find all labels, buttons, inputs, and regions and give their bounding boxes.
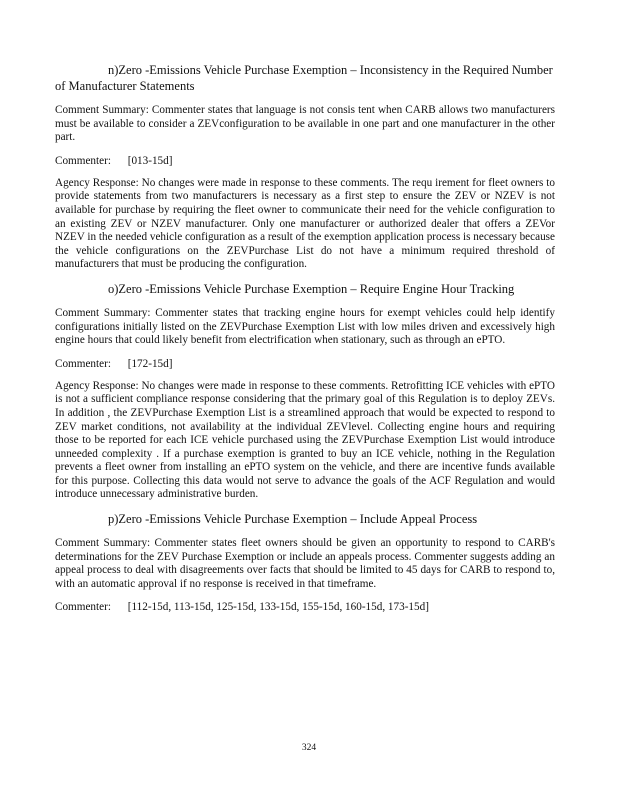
section-o — [55, 281, 555, 502]
commenter-label: Commenter: — [55, 601, 111, 614]
section-heading: o)Zero -Emissions Vehicle Purchase Exemption – Require Engine Hour Tracking — [108, 281, 515, 296]
comment-summary: Comment Summary: Commenter states fleet owners should be given an opportunity to respond to CARB's determinations for the ZEV Purchase Exemption or include an appeals process. Commenter suggests adding an appeal process to deal with disagreements over facts that should be limited to 45 days for CARB to respond to, with an automatic approval if no response is received in that timeframe. — [55, 537, 555, 590]
section-heading: p)Zero -Emissions Vehicle Purchase Exemption – Include Appeal Process — [108, 512, 478, 527]
agency-response: Agency Response: No changes were made in response to these comments. Retrofitting ICE vehicles with ePTO is not a sufficient compliance response considering that the primary goal of this Regulation is to deploy ZEVs. In addition , the ZEVPurchase Exemption List is a streamlined approach that would be expected to respond to ZEV market conditions, not availability at the individual ZEVlevel. Collecting engine hours and requiring those to be reported for each ICE vehicle purchased using the ZEVPurchase Exemption List would introduce unneeded complexity . If a purchase exemption is granted to buy an ICE vehicle, nothing in the Regulation prevents a fleet owner from installing an ePTO system on the vehicle, and there are incentive funds available for this purpose. Collecting this data would not serve to advance the goals of the ACF Regulation and would introduce unnecessary administrative burden. — [55, 379, 555, 501]
commenter-line — [55, 357, 555, 371]
section-n — [55, 62, 555, 272]
comment-summary: Comment Summary: Commenter states that language is not consis tent when CARB allows two manufacturers must be available to consider a ZEVconfiguration to be available in one part and one manufacturer in the other part. — [55, 104, 555, 144]
agency-response: Agency Response: No changes were made in response to these comments. The requ irement for fleet owners to provide statements from two manufacturers is necessary as a first step to ensure the ZEV or NZEV is not available for purchase by requiring the fleet owner to communicate their need for the vehicle configuration to an existing ZEV or NZEV manufacturer. Only one manufacturer or authorized dealer that offers a ZEVor NZEV in the needed vehicle configuration as a result of the exemption application process is necessary because the vehicle configurations on the ZEVPurchase List do not have a minimum required threshold of manufacturers that must be producing the configuration. — [55, 176, 555, 271]
commenter-label: Commenter: — [55, 154, 111, 167]
comment-summary: Comment Summary: Commenter states that tracking engine hours for exempt vehicles could help identify configurations initially listed on the ZEVPurchase Exemption List with low miles driven and excessively high engine hours that could likely benefit from electrification when stationary, such as through an ePTO. — [55, 306, 555, 347]
page-content — [55, 62, 555, 623]
commenter-line — [55, 600, 555, 614]
commenter-label: Commenter: — [55, 357, 111, 370]
commenter-refs: [112-15d, 113-15d, 125-15d, 133-15d, 155-15d, 160-15d, 173-15d] — [127, 601, 429, 614]
commenter-refs: [013-15d] — [127, 154, 173, 167]
commenter-line — [55, 154, 555, 168]
commenter-refs: [172-15d] — [127, 357, 173, 370]
page-number: 324 — [301, 743, 317, 753]
section-p — [55, 511, 555, 614]
section-heading: n)Zero -Emissions Vehicle Purchase Exemption – Inconsistency in the Required Number of Manufacturer Statements — [55, 63, 553, 93]
